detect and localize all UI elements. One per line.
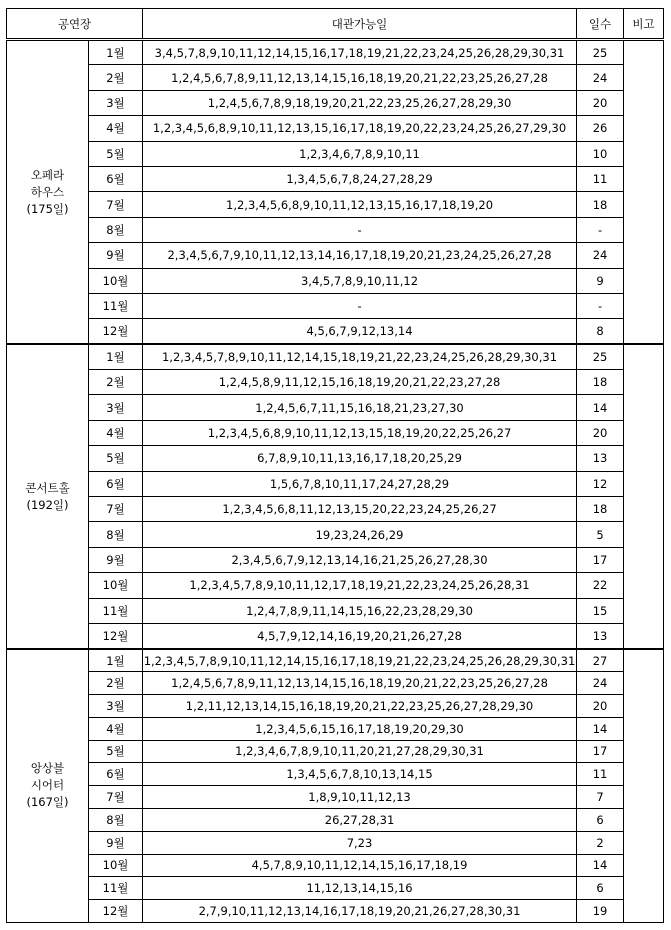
available-dates-cell: 1,8,9,10,11,12,13 [143, 786, 577, 809]
day-count-cell: - [577, 217, 624, 242]
available-dates-cell: 1,2,4,5,6,7,8,9,11,12,13,14,15,16,18,19,20,21,22,23,25,26,27,28 [143, 65, 577, 90]
month-cell: 1월 [89, 344, 143, 369]
month-cell: 8월 [89, 217, 143, 242]
venue-name-line2: 하우스 [30, 184, 65, 199]
day-count-cell: 15 [577, 598, 624, 623]
day-count-cell: 22 [577, 573, 624, 598]
table-row [7, 40, 664, 65]
table-row [7, 717, 664, 740]
venue-name-line2: 시어터 [30, 778, 65, 793]
table-row [7, 808, 664, 831]
available-dates-cell: 2,3,4,5,6,7,9,10,11,12,13,14,16,17,18,19,20,21,23,24,25,26,27,28 [143, 243, 577, 268]
day-count-cell: 20 [577, 694, 624, 717]
remarks-cell [624, 40, 664, 345]
day-count-cell: 2 [577, 831, 624, 854]
day-count-cell: 14 [577, 717, 624, 740]
month-cell: 6월 [89, 763, 143, 786]
month-cell: 11월 [89, 598, 143, 623]
month-cell: 7월 [89, 192, 143, 217]
table-row [7, 268, 664, 293]
month-cell: 1월 [89, 649, 143, 672]
month-cell: 2월 [89, 65, 143, 90]
header-days: 일수 [577, 9, 624, 40]
table-row [7, 90, 664, 115]
table-row [7, 420, 664, 445]
month-cell: 10월 [89, 854, 143, 877]
available-dates-cell: 1,2,11,12,13,14,15,16,18,19,20,21,22,23,25,26,27,28,29,30 [143, 694, 577, 717]
day-count-cell: 5 [577, 522, 624, 547]
available-dates-cell: 4,5,6,7,9,12,13,14 [143, 319, 577, 344]
day-count-cell: 17 [577, 547, 624, 572]
day-count-cell: 24 [577, 243, 624, 268]
month-cell: 10월 [89, 573, 143, 598]
month-cell: 9월 [89, 547, 143, 572]
table-row [7, 192, 664, 217]
day-count-cell: 14 [577, 395, 624, 420]
day-count-cell: 18 [577, 497, 624, 522]
available-dates-cell: 1,2,3,4,6,7,8,9,10,11,20,21,27,28,29,30,31 [143, 740, 577, 763]
month-cell: 12월 [89, 900, 143, 923]
available-dates-cell: 1,2,4,5,6,7,8,9,11,12,13,14,15,16,18,19,20,21,22,23,25,26,27,28 [143, 672, 577, 695]
available-dates-cell: 7,23 [143, 831, 577, 854]
table-row [7, 497, 664, 522]
venue-name-line1: 오페라 [30, 167, 65, 182]
day-count-cell: 17 [577, 740, 624, 763]
day-count-cell: 13 [577, 446, 624, 471]
day-count-cell: 8 [577, 319, 624, 344]
venue-total-days: (192일) [26, 497, 69, 512]
month-cell: 12월 [89, 319, 143, 344]
header-row [7, 9, 664, 40]
month-cell: 6월 [89, 166, 143, 191]
header-venue: 공연장 [7, 9, 143, 40]
available-dates-cell: - [143, 217, 577, 242]
available-dates-cell: 3,4,5,7,8,9,10,11,12,14,15,16,17,18,19,21,22,23,24,25,26,28,29,30,31 [143, 40, 577, 65]
month-cell: 10월 [89, 268, 143, 293]
available-dates-cell: - [143, 293, 577, 318]
table-row [7, 831, 664, 854]
day-count-cell: 14 [577, 854, 624, 877]
available-dates-cell: 1,2,3,4,5,7,8,9,10,11,12,17,18,19,21,22,23,24,25,26,28,31 [143, 573, 577, 598]
month-cell: 4월 [89, 420, 143, 445]
table-row [7, 141, 664, 166]
month-cell: 5월 [89, 141, 143, 166]
day-count-cell: - [577, 293, 624, 318]
day-count-cell: 6 [577, 808, 624, 831]
available-dates-cell: 1,2,3,4,5,7,8,9,10,11,12,14,15,18,19,21,22,23,24,25,26,28,29,30,31 [143, 344, 577, 369]
table-row [7, 166, 664, 191]
day-count-cell: 11 [577, 763, 624, 786]
month-cell: 12월 [89, 623, 143, 648]
day-count-cell: 19 [577, 900, 624, 923]
venue-name-line1: 콘서트홀 [25, 480, 70, 495]
month-cell: 2월 [89, 672, 143, 695]
day-count-cell: 10 [577, 141, 624, 166]
available-dates-cell: 1,2,4,5,6,7,8,9,18,19,20,21,22,23,25,26,27,28,29,30 [143, 90, 577, 115]
day-count-cell: 13 [577, 623, 624, 648]
month-cell: 7월 [89, 497, 143, 522]
available-dates-cell: 4,5,7,8,9,10,11,12,14,15,16,17,18,19 [143, 854, 577, 877]
month-cell: 5월 [89, 740, 143, 763]
available-dates-cell: 1,2,3,4,5,6,8,9,10,11,12,13,15,16,17,18,19,20,22,23,24,25,26,27,29,30 [143, 116, 577, 141]
table-row [7, 672, 664, 695]
table-row [7, 547, 664, 572]
day-count-cell: 12 [577, 471, 624, 496]
month-cell: 8월 [89, 808, 143, 831]
table-row [7, 370, 664, 395]
month-cell: 11월 [89, 877, 143, 900]
table-body [7, 40, 664, 923]
month-cell: 1월 [89, 40, 143, 65]
available-dates-cell: 3,4,5,7,8,9,10,11,12 [143, 268, 577, 293]
available-dates-cell: 11,12,13,14,15,16 [143, 877, 577, 900]
remarks-cell [624, 344, 664, 649]
day-count-cell: 18 [577, 192, 624, 217]
available-dates-cell: 1,2,3,4,5,7,8,9,10,11,12,14,15,16,17,18,19,21,22,23,24,25,26,28,29,30,31 [143, 649, 577, 672]
table-row [7, 319, 664, 344]
available-dates-cell: 1,2,3,4,5,6,8,9,10,11,12,13,15,18,19,20,22,25,26,27 [143, 420, 577, 445]
table-row [7, 446, 664, 471]
available-dates-cell: 26,27,28,31 [143, 808, 577, 831]
day-count-cell: 24 [577, 65, 624, 90]
month-cell: 8월 [89, 522, 143, 547]
month-cell: 11월 [89, 293, 143, 318]
available-dates-cell: 1,3,4,5,6,7,8,10,13,14,15 [143, 763, 577, 786]
table-row [7, 344, 664, 369]
table-row [7, 522, 664, 547]
month-cell: 3월 [89, 90, 143, 115]
table-row [7, 694, 664, 717]
table-row [7, 243, 664, 268]
day-count-cell: 20 [577, 420, 624, 445]
table-row [7, 217, 664, 242]
available-dates-cell: 4,5,7,9,12,14,16,19,20,21,26,27,28 [143, 623, 577, 648]
table-row [7, 740, 664, 763]
available-dates-cell: 1,2,4,5,8,9,11,12,15,16,18,19,20,21,22,23,27,28 [143, 370, 577, 395]
month-cell: 4월 [89, 717, 143, 740]
table-row [7, 649, 664, 672]
available-dates-cell: 1,3,4,5,6,7,8,24,27,28,29 [143, 166, 577, 191]
table-row [7, 854, 664, 877]
available-dates-cell: 2,7,9,10,11,12,13,14,16,17,18,19,20,21,26,27,28,30,31 [143, 900, 577, 923]
month-cell: 5월 [89, 446, 143, 471]
available-dates-cell: 19,23,24,26,29 [143, 522, 577, 547]
table-row [7, 598, 664, 623]
available-dates-cell: 1,5,6,7,8,10,11,17,24,27,28,29 [143, 471, 577, 496]
day-count-cell: 27 [577, 649, 624, 672]
available-dates-cell: 1,2,3,4,5,6,8,11,12,13,15,20,22,23,24,25,26,27 [143, 497, 577, 522]
available-dates-cell: 1,2,4,5,6,7,11,15,16,18,21,23,27,30 [143, 395, 577, 420]
day-count-cell: 25 [577, 40, 624, 65]
day-count-cell: 9 [577, 268, 624, 293]
available-dates-cell: 1,2,3,4,6,7,8,9,10,11 [143, 141, 577, 166]
month-cell: 9월 [89, 831, 143, 854]
venue-name-line1: 앙상블 [30, 761, 65, 776]
availability-table [6, 8, 664, 923]
available-dates-cell: 6,7,8,9,10,11,13,16,17,18,20,25,29 [143, 446, 577, 471]
available-dates-cell: 1,2,3,4,5,6,8,9,10,11,12,13,15,16,17,18,19,20 [143, 192, 577, 217]
table-row [7, 900, 664, 923]
venue-cell [7, 40, 89, 345]
month-cell: 4월 [89, 116, 143, 141]
table-row [7, 877, 664, 900]
venue-cell [7, 344, 89, 649]
venue-total-days: (167일) [26, 795, 69, 810]
day-count-cell: 26 [577, 116, 624, 141]
table-row [7, 395, 664, 420]
table-row [7, 573, 664, 598]
month-cell: 6월 [89, 471, 143, 496]
header-dates: 대관가능일 [143, 9, 577, 40]
month-cell: 7월 [89, 786, 143, 809]
month-cell: 3월 [89, 694, 143, 717]
month-cell: 2월 [89, 370, 143, 395]
venue-total-days: (175일) [26, 201, 69, 216]
table-row [7, 786, 664, 809]
month-cell: 3월 [89, 395, 143, 420]
table-row [7, 471, 664, 496]
table-row [7, 116, 664, 141]
venue-cell [7, 649, 89, 923]
day-count-cell: 20 [577, 90, 624, 115]
table-row [7, 623, 664, 648]
available-dates-cell: 1,2,4,7,8,9,11,14,15,16,22,23,28,29,30 [143, 598, 577, 623]
table-row [7, 293, 664, 318]
table-row [7, 65, 664, 90]
header-remarks: 비고 [624, 9, 664, 40]
month-cell: 9월 [89, 243, 143, 268]
available-dates-cell: 1,2,3,4,5,6,15,16,17,18,19,20,29,30 [143, 717, 577, 740]
day-count-cell: 11 [577, 166, 624, 191]
remarks-cell [624, 649, 664, 923]
day-count-cell: 7 [577, 786, 624, 809]
day-count-cell: 6 [577, 877, 624, 900]
available-dates-cell: 2,3,4,5,6,7,9,12,13,14,16,21,25,26,27,28,30 [143, 547, 577, 572]
day-count-cell: 18 [577, 370, 624, 395]
table-row [7, 763, 664, 786]
day-count-cell: 24 [577, 672, 624, 695]
day-count-cell: 25 [577, 344, 624, 369]
